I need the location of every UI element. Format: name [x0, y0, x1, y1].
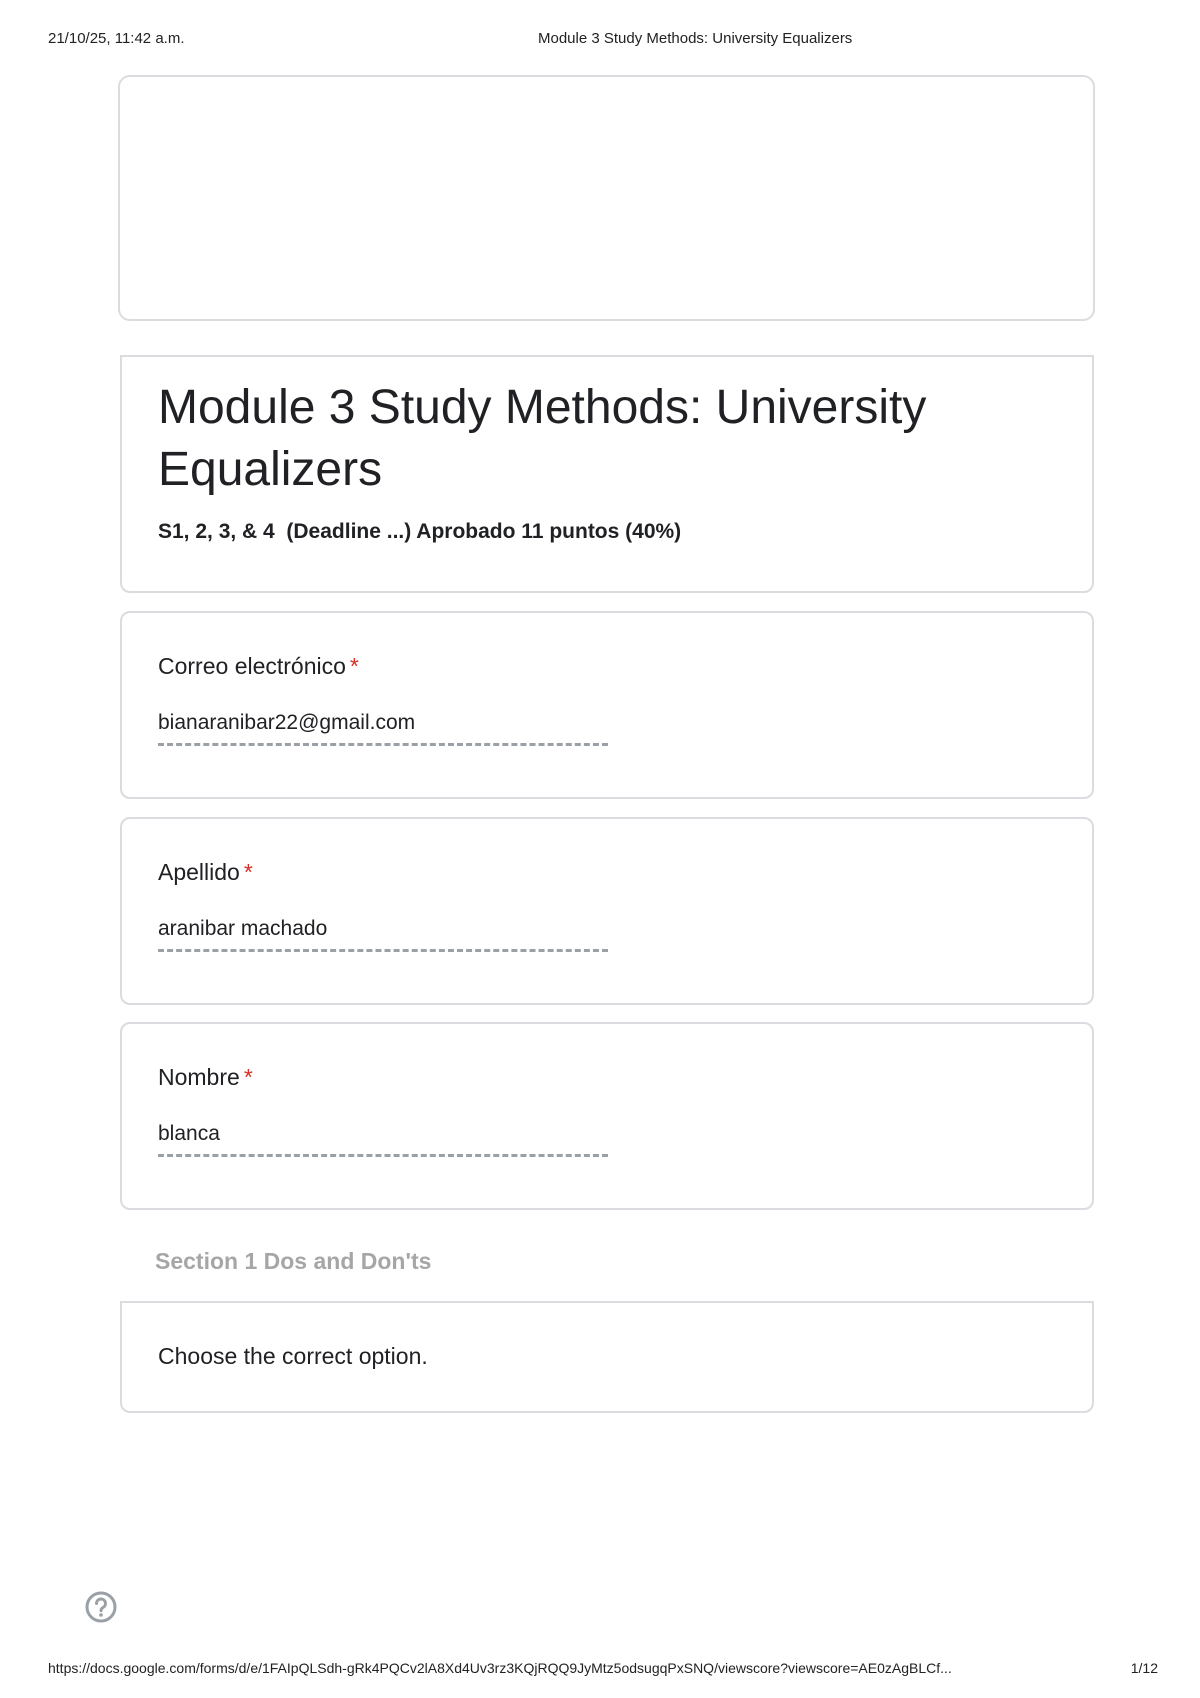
question-label-text: Apellido — [158, 859, 240, 885]
form-title-card — [120, 355, 1094, 593]
question-nombre — [120, 1022, 1094, 1210]
answer-underline — [158, 1154, 608, 1157]
print-url: https://docs.google.com/forms/d/e/1FAIpQLSdh-gRk4PQCv2lA8Xd4Uv3rz3KQjRQQ9JyMtz5odsugqPxSNQ/viewscore?viewscore=AE0zAgBLCf... — [48, 1660, 952, 1676]
print-datetime: 21/10/25, 11:42 a.m. — [48, 30, 185, 47]
required-asterisk: * — [243, 1064, 253, 1090]
email-answer: bianaranibar22@gmail.com — [158, 711, 416, 734]
page-number: 1/12 — [1130, 1660, 1158, 1676]
nombre-field[interactable] — [158, 1122, 608, 1156]
email-field[interactable] — [158, 711, 608, 745]
required-asterisk: * — [243, 859, 253, 885]
form-title: Module 3 Study Methods: University Equalizers — [158, 381, 927, 496]
print-page-title: Module 3 Study Methods: University Equalizers — [538, 30, 853, 47]
section-title: Section 1 Dos and Don'ts — [155, 1248, 432, 1274]
apellido-field[interactable] — [158, 917, 608, 951]
apellido-answer: aranibar machado — [158, 917, 328, 940]
section-description: Choose the correct option. — [158, 1343, 428, 1369]
header-banner — [118, 75, 1095, 321]
help-circle-icon[interactable] — [84, 1590, 118, 1624]
question-label-text: Nombre — [158, 1064, 240, 1090]
print-header — [48, 28, 1158, 52]
nombre-answer: blanca — [158, 1122, 220, 1145]
answer-underline — [158, 743, 608, 746]
print-footer — [48, 1660, 1158, 1682]
question-label — [158, 859, 253, 886]
question-email — [120, 611, 1094, 799]
form-subtitle: S1, 2, 3, & 4 (Deadline ...) Aprobado 11 puntos (40%) — [158, 520, 682, 543]
question-label — [158, 653, 359, 680]
section-description-card — [120, 1301, 1094, 1413]
question-label-text: Correo electrónico — [158, 653, 346, 679]
required-asterisk: * — [349, 653, 359, 679]
answer-underline — [158, 949, 608, 952]
question-apellido — [120, 817, 1094, 1005]
question-label — [158, 1064, 253, 1091]
